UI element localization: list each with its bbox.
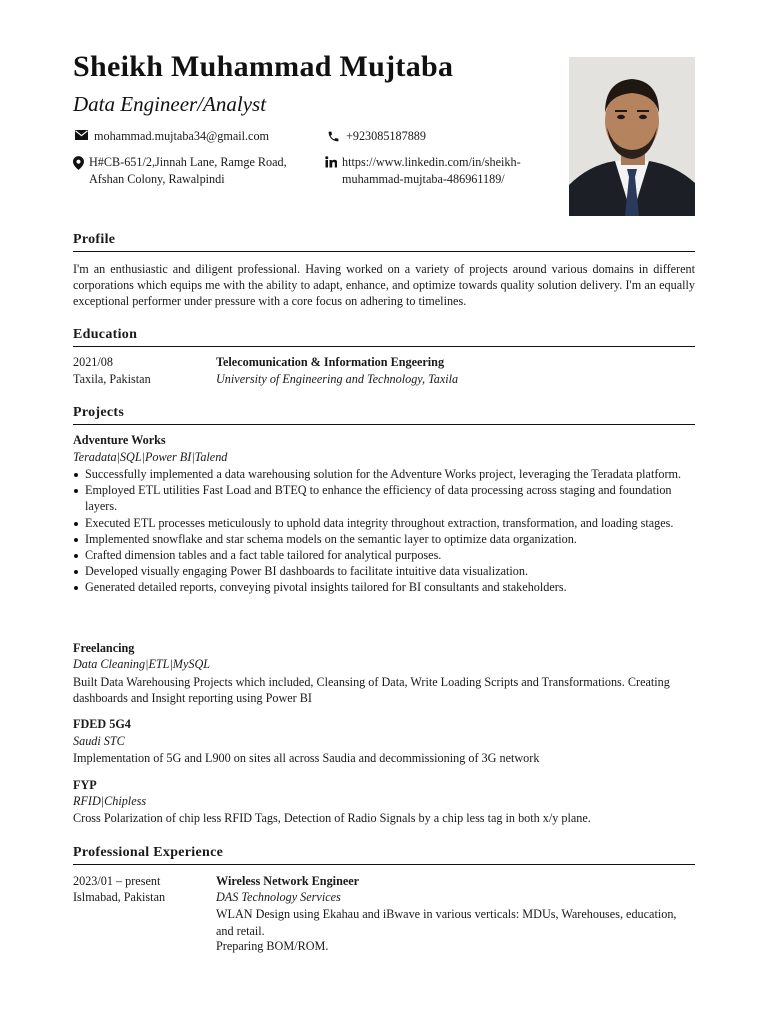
- project-text: Cross Polarization of chip less RFID Tags, Detection of Radio Signals by a chip less tag in both x/y plane.: [73, 811, 591, 825]
- list-item: Implemented snowflake and star schema models on the semantic layer to optimize data organization.: [73, 531, 695, 547]
- list-item: Crafted dimension tables and a fact table tailored for analytical purposes.: [73, 547, 695, 563]
- experience-role: Wireless Network Engineer: [216, 874, 360, 888]
- experience-date: 2023/01 – present: [73, 874, 161, 888]
- experience-company: DAS Technology Services: [216, 890, 341, 904]
- location-pin-icon: [73, 154, 84, 170]
- contact-email[interactable]: [73, 128, 269, 145]
- project-text: Built Data Warehousing Projects which included, Cleansing of Data, Write Loading Scripts and Transformations. Creating dashboards and Insight reporting using Power BI: [73, 675, 670, 706]
- contact-address: [73, 154, 293, 188]
- phone-text[interactable]: +923085187889: [346, 129, 426, 143]
- project-tools: Teradata|SQL|Power BI|Talend: [73, 450, 228, 464]
- experience-heading: Professional Experience: [73, 845, 695, 865]
- address-text: H#CB-651/2,Jinnah Lane, Ramge Road, Afshan Colony, Rawalpindi: [89, 155, 287, 186]
- list-item: Executed ETL processes meticulously to uphold data integrity throughout extraction, transformation, and loading stages.: [73, 515, 695, 531]
- experience-detail: Preparing BOM/ROM.: [216, 939, 329, 953]
- education-school: University of Engineering and Technology, Taxila: [216, 372, 459, 386]
- contact-phone[interactable]: [325, 128, 426, 145]
- project-title: Freelancing: [73, 641, 135, 655]
- project-title: Adventure Works: [73, 433, 166, 447]
- list-item: Generated detailed reports, conveying pivotal insights tailored for BI consultants and stakeholders.: [73, 579, 695, 595]
- project-tools: Saudi STC: [73, 734, 125, 748]
- experience-location: Islmabad, Pakistan: [73, 890, 166, 904]
- profile-heading: Profile: [73, 232, 695, 252]
- linkedin-icon: [325, 154, 337, 168]
- education-degree: Telecomunication & Information Engeering: [216, 355, 445, 369]
- project-bullets: [73, 466, 695, 596]
- education-date: 2021/08: [73, 355, 113, 369]
- projects-heading: Projects: [73, 405, 695, 425]
- job-title: Data Engineer/Analyst: [73, 92, 267, 116]
- resume-page: [73, 0, 695, 1024]
- experience-detail: WLAN Design using Ekahau and iBwave in various verticals: MDUs, Warehouses, education, and retail.: [216, 907, 677, 938]
- linkedin-url[interactable]: https://www.linkedin.com/in/sheikh-muhammad-mujtaba-486961189/: [342, 155, 521, 186]
- education-heading: Education: [73, 327, 695, 347]
- phone-icon: [325, 128, 341, 143]
- email-text[interactable]: mohammad.mujtaba34@gmail.com: [94, 129, 270, 143]
- contact-linkedin[interactable]: [325, 154, 545, 188]
- project-text: Implementation of 5G and L900 on sites all across Saudia and decommissioning of 3G network: [73, 751, 540, 765]
- envelope-icon: [73, 128, 89, 140]
- project-title: FYP: [73, 778, 97, 792]
- profile-photo: [569, 57, 695, 216]
- project-tools: Data Cleaning|ETL|MySQL: [73, 657, 211, 671]
- candidate-name: Sheikh Muhammad Mujtaba: [73, 50, 454, 83]
- list-item: Successfully implemented a data warehousing solution for the Adventure Works project, leveraging the Teradata platform.: [73, 466, 695, 482]
- project-tools: RFID|Chipless: [73, 794, 147, 808]
- list-item: Employed ETL utilities Fast Load and BTEQ to enhance the efficiency of data processing across staging and foundation layers.: [73, 482, 695, 514]
- profile-text: I'm an enthusiastic and diligent professional. Having worked on a variety of projects around various domains in different corporations which equips me with the ability to adapt, enhance, and optimize towards quality solution delivery. I'm an equally exceptional performer under pressure with a core focus on adhering to timelines.: [73, 262, 695, 309]
- project-title: FDED 5G4: [73, 717, 131, 731]
- list-item: Developed visually engaging Power BI dashboards to facilitate intuitive data visualization.: [73, 563, 695, 579]
- education-location: Taxila, Pakistan: [73, 372, 151, 386]
